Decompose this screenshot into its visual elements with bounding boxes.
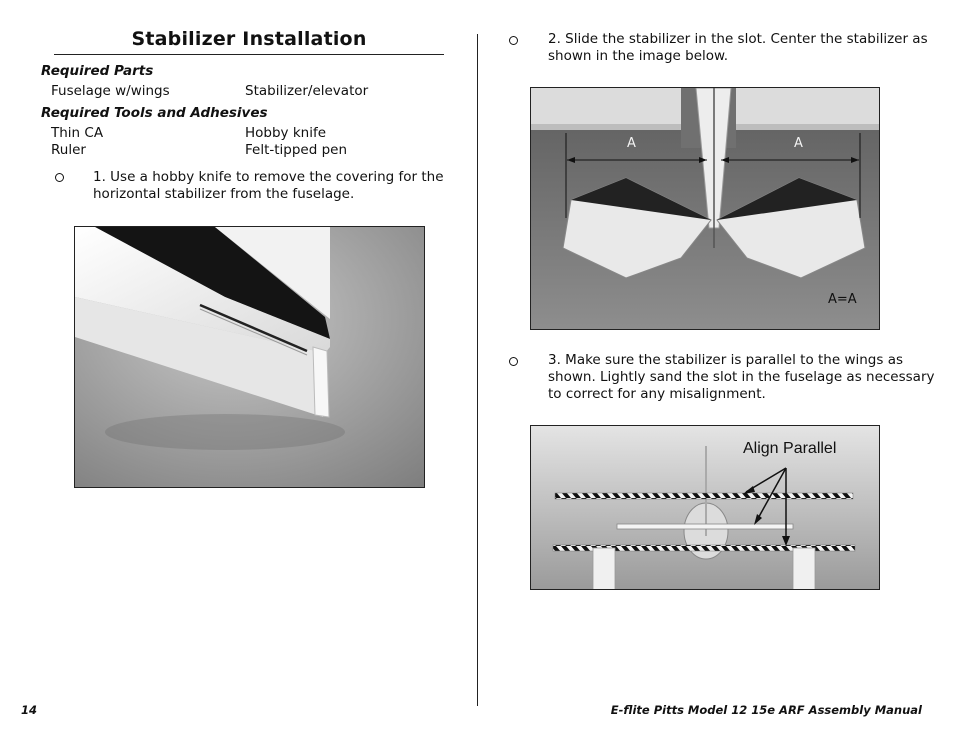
step3-line2: shown. Lightly sand the slot in the fuselage as necessary xyxy=(548,369,935,385)
step1-text xyxy=(93,169,444,203)
step3-text xyxy=(548,352,935,403)
figure-align-parallel-photo xyxy=(530,425,880,590)
required-parts-heading: Required Parts xyxy=(41,63,154,79)
dimension-caption: A=A xyxy=(828,292,857,307)
step2-line2: shown in the image below. xyxy=(548,48,729,64)
step3-line1: 3. Make sure the stabilizer is parallel to the wings as xyxy=(548,352,903,368)
part-fuselage: Fuselage w/wings xyxy=(51,83,170,99)
step1-checkbox[interactable] xyxy=(55,173,64,182)
tool-thin-ca: Thin CA xyxy=(51,125,104,141)
tool-felt-pen: Felt-tipped pen xyxy=(245,142,348,158)
step3-checkbox[interactable] xyxy=(509,357,518,366)
required-tools-heading: Required Tools and Adhesives xyxy=(41,105,268,121)
step1-line2: horizontal stabilizer from the fuselage. xyxy=(93,186,355,202)
part-stabilizer: Stabilizer/elevator xyxy=(245,83,369,99)
align-parallel-label: Align Parallel xyxy=(743,440,837,457)
step3-line3: to correct for any misalignment. xyxy=(548,386,766,402)
manual-title: E-flite Pitts Model 12 15e ARF Assembly Manual xyxy=(610,703,922,717)
figure-fuselage-slot-photo xyxy=(74,226,425,488)
dimension-label-left: A xyxy=(627,136,636,151)
step2-line1: 2. Slide the stabilizer in the slot. Center the stabilizer as xyxy=(548,31,928,47)
dimension-label-right: A xyxy=(794,136,803,151)
step2-checkbox[interactable] xyxy=(509,36,518,45)
page-number: 14 xyxy=(21,703,38,717)
title-underline xyxy=(54,54,444,55)
figure-stabilizer-centered-photo xyxy=(530,87,880,330)
tool-ruler: Ruler xyxy=(51,142,86,158)
page-title: Stabilizer Installation xyxy=(131,28,367,50)
column-divider xyxy=(477,34,478,706)
tool-hobby-knife: Hobby knife xyxy=(245,125,327,141)
step1-line1: 1. Use a hobby knife to remove the covering for the xyxy=(93,169,444,185)
step2-text xyxy=(548,31,928,65)
